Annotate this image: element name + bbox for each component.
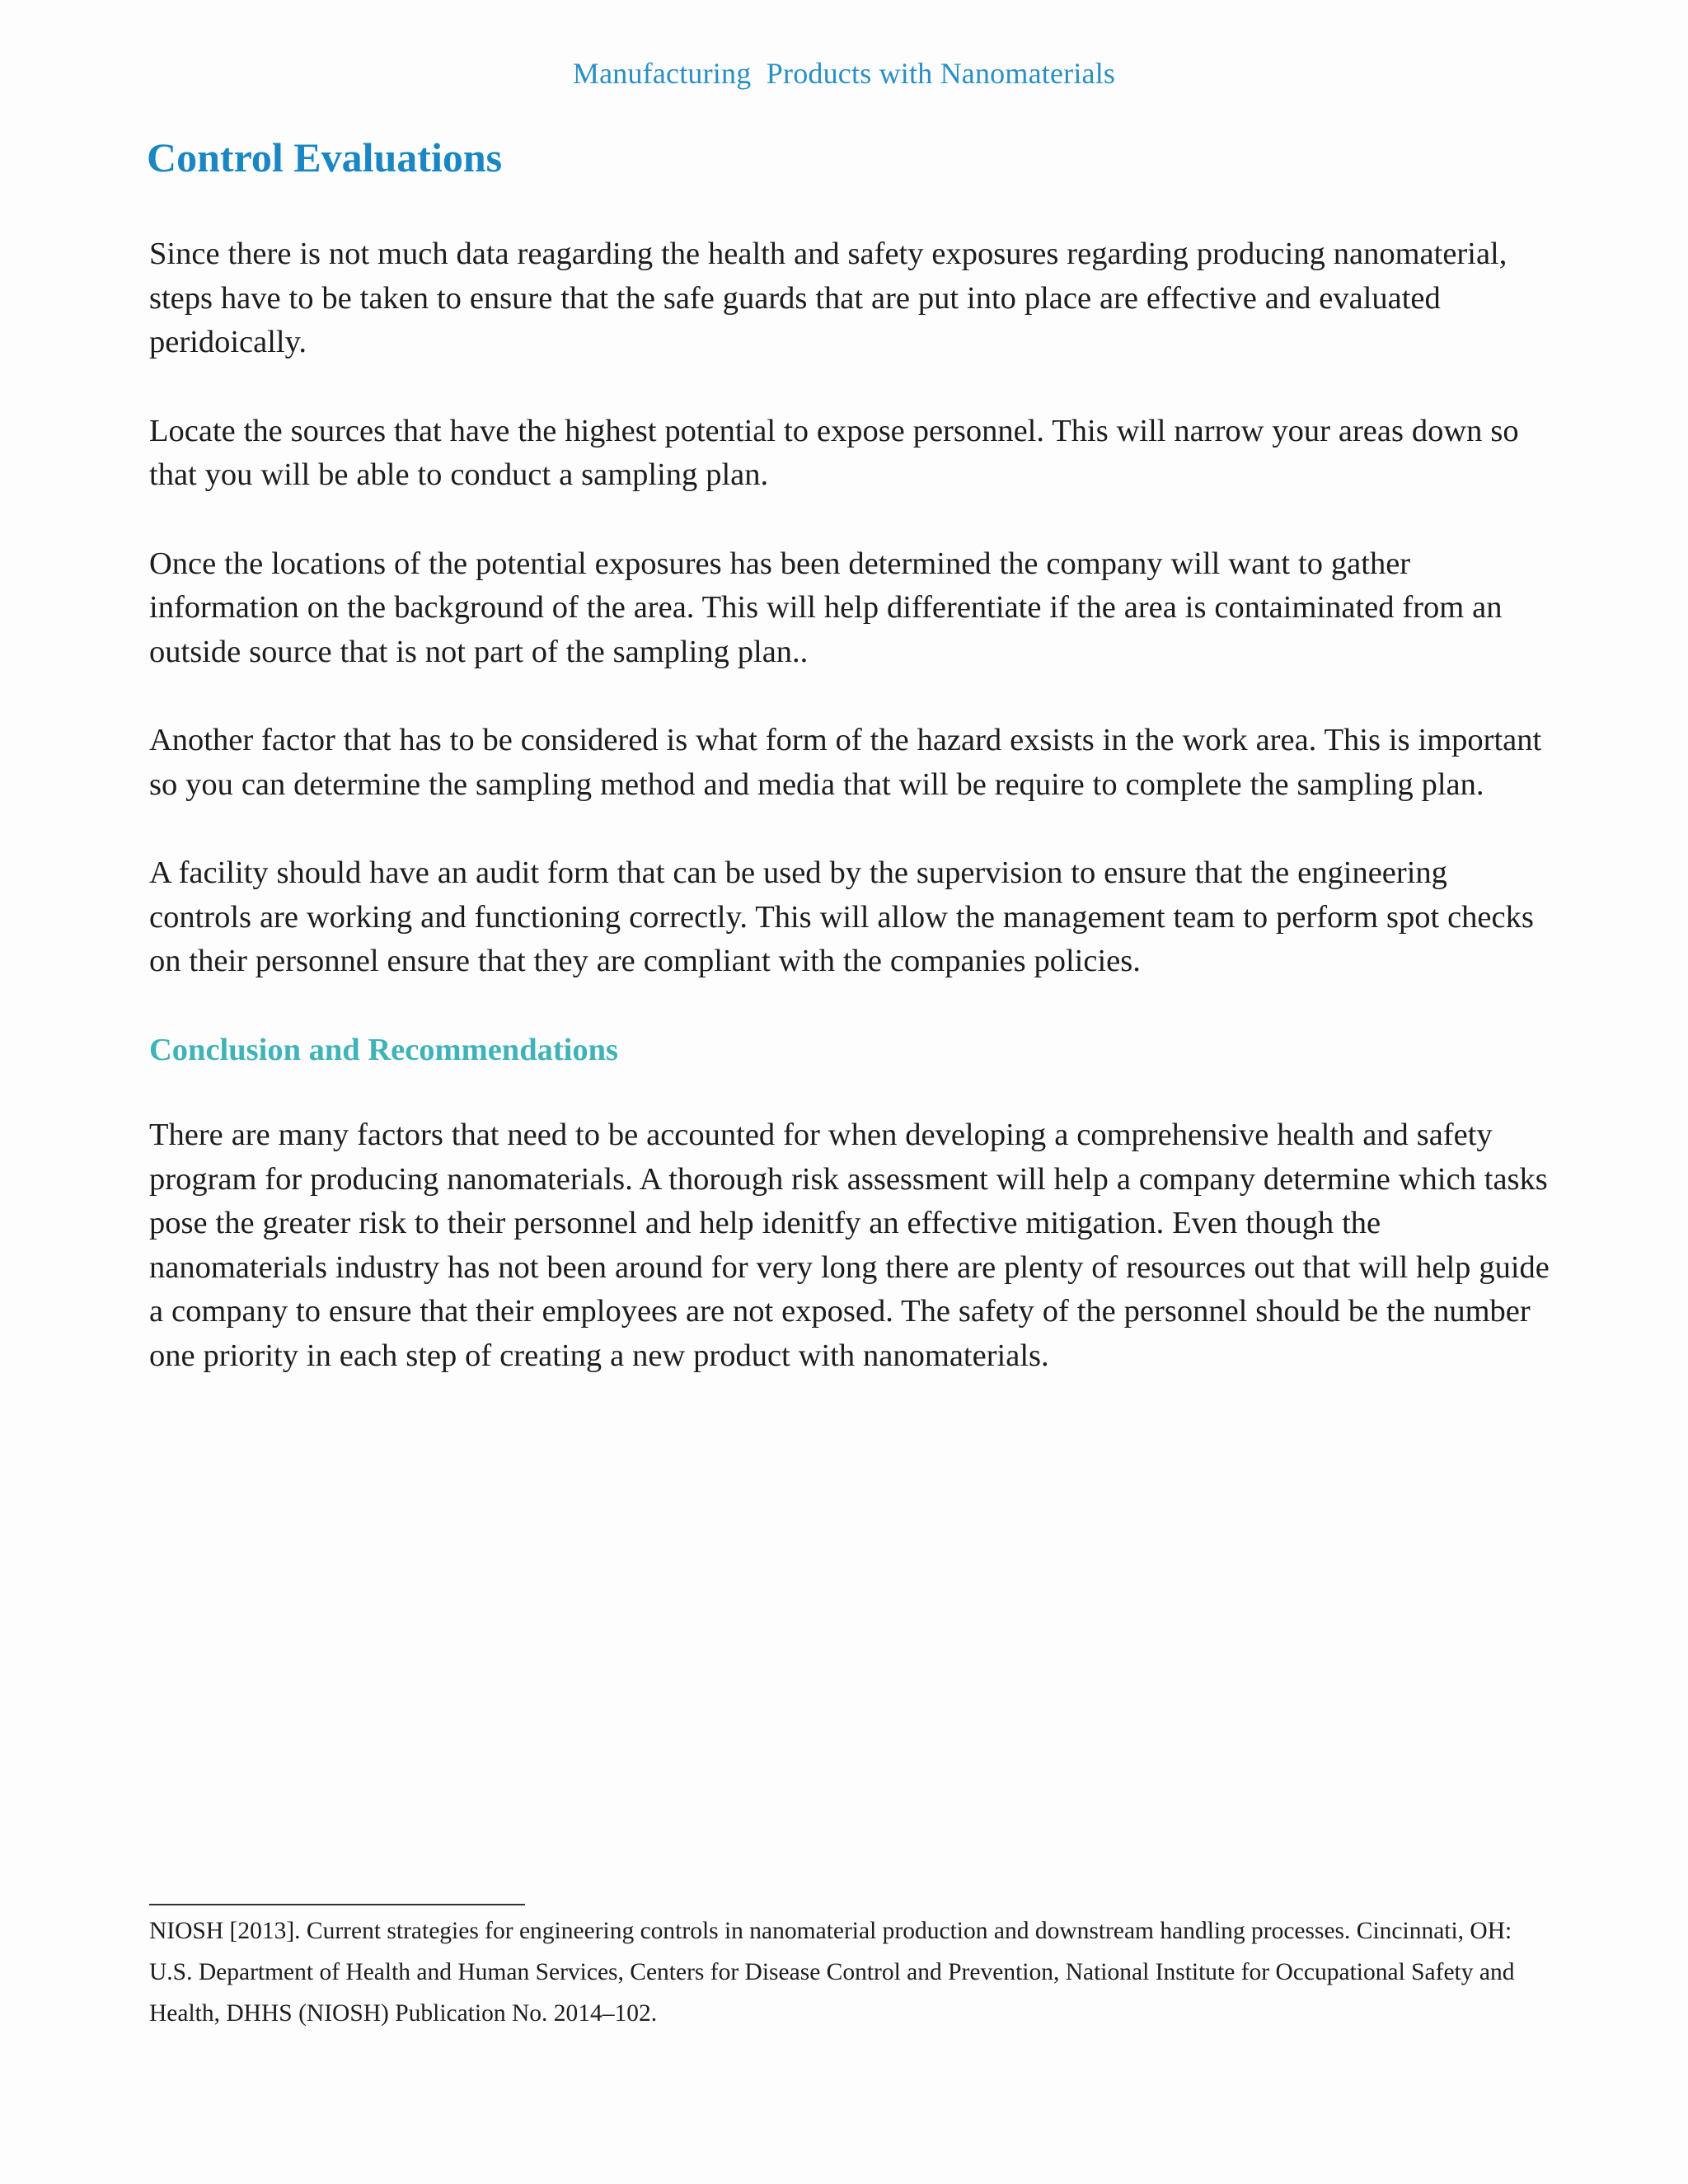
paragraph-intro: Since there is not much data reagarding the health and safety exposures regarding producing nanomaterial, steps have to be taken to ensure that the safe guards that are put into place are effective and evaluated peridoically. (149, 237, 1507, 359)
paragraph-conclusion: There are many factors that need to be accounted for when developing a comprehensive health and safety program for producing nanomaterials. A thorough risk assessment will help a company determine which tasks pose the greater risk to their personnel and help idenitfy an effective mitigation. Even though the nanomaterials industry has not been around for very long there are plenty of resources out that will help guide a company to ensure that their employees are not exposed. The safety of the personnel should be the number one priority in each step of creating a new product with nanomaterials. (149, 1118, 1550, 1373)
paragraph-background: Once the locations of the potential exposures has been determined the company will want to gather information on the background of the area. This will help differentiate if the area is contaiminated from an outside source that is not part of the sampling plan.. (149, 546, 1503, 669)
paragraph-hazard-form: Another factor that has to be considered is what form of the hazard exsists in the work area. This is important so you can determine the sampling method and media that will be require to complete the sampling plan. (149, 723, 1542, 802)
footnote-divider (149, 1904, 525, 1905)
paragraph-audit-form: A facility should have an audit form that can be used by the supervision to ensure that the engineering controls are working and functioning correctly. This will allow the management team to perform spot checks on their personnel ensure that they are compliant with the companies policies. (149, 855, 1534, 978)
section-title: Control Evaluations (147, 134, 503, 180)
footnote-citation: NIOSH [2013]. Current strategies for engineering controls in nanomaterial production and downstream handling processes. Cincinnati, OH: U.S. Department of Health and Human Services, Centers for Disease Control and Prevention, National Institute for Occupational Safety and Health, DHHS (NIOSH) Publication No. 2014–102. (149, 1918, 1515, 2027)
running-header: Manufacturing Products with Nanomaterials (572, 57, 1116, 90)
conclusion-heading: Conclusion and Recommendations (149, 1032, 619, 1067)
paragraph-locate-sources: Locate the sources that have the highest potential to expose personnel. This will narrow your areas down so that you will be able to conduct a sampling plan. (149, 413, 1519, 492)
body-content (149, 232, 1550, 1422)
